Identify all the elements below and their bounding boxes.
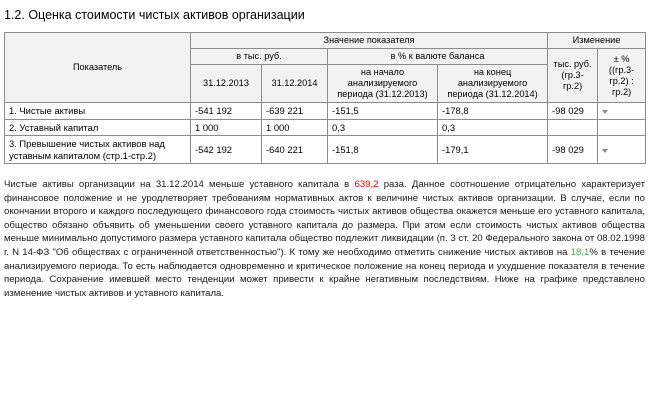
table-row — [5, 103, 646, 120]
row-pct-start: 0,3 — [328, 119, 438, 136]
table-row — [5, 136, 646, 164]
header-date-2013: 31.12.2013 — [191, 65, 262, 103]
down-arrow-icon — [602, 110, 608, 114]
header-group-change: Изменение — [548, 33, 646, 49]
row-value-2014: -640 221 — [262, 136, 328, 164]
row-pct-end: -179,1 — [438, 136, 548, 164]
header-change-absolute: тыс. руб. (гр.3-гр.2) — [548, 49, 598, 103]
header-group-value: Значение показателя — [191, 33, 548, 49]
commentary-part-3: % в течение анализируемого периода. То есть наблюдается одновременно и критическое положение на конец периода и ухудшение показателя в течение периода. Сохранение имевшей место тенденции может привести к крайне негативным последствиям. Ниже на графике представлено изменение чистых активов и уставного капитала. — [4, 246, 645, 299]
row-value-2013: -541 192 — [191, 103, 262, 120]
row-pct-start: -151,8 — [328, 136, 438, 164]
commentary-part-2: раза. Данное соотношение отрицательно характеризует финансовое положение и не уродлетворяет требованиям нормативных актов к величине чистых активов организации. В случае, если по окончании второго и каждого последующего финансового года стоимость чистых активов общества окажется меньше его уставного капитала, общество обязано объявить об уменьшении своего уставного капитала до размера. При этом если стоимость чистых активов общества меньше минимально допустимого размера уставного капитала общество подлежит ликвидации (п. 3 ст. 20 Федерального закона от 08.02.1998 г. N 14-ФЗ "Об обществах с ограниченной ответственностью"). К тому же необходимо отметить снижение чистых активов на — [4, 179, 645, 258]
header-date-2014: 31.12.2014 — [262, 65, 328, 103]
row-label: 2. Уставный капитал — [5, 119, 191, 136]
row-label: 1. Чистые активы — [5, 103, 191, 120]
row-change-abs: -98 029 — [548, 136, 598, 164]
row-change-pct — [598, 119, 646, 136]
row-value-2014: 1 000 — [262, 119, 328, 136]
header-row-groups — [5, 33, 646, 49]
row-change-pct — [598, 136, 646, 164]
commentary-paragraph — [4, 178, 645, 300]
row-pct-end: -178,8 — [438, 103, 548, 120]
row-value-2014: -639 221 — [262, 103, 328, 120]
commentary-part-1: Чистые активы организации на 31.12.2014 меньше уставного капитала в — [4, 179, 355, 190]
table-row — [5, 119, 646, 136]
row-pct-start: -151,5 — [328, 103, 438, 120]
row-pct-end: 0,3 — [438, 119, 548, 136]
row-change-abs: -98 029 — [548, 103, 598, 120]
row-label: 3. Превышение чистых активов над уставным капиталом (стр.1-стр.2) — [5, 136, 191, 164]
down-arrow-icon — [602, 149, 608, 153]
header-pct-period-start: на начало анализируемого периода (31.12.2013) — [328, 65, 438, 103]
net-assets-table — [4, 32, 646, 164]
row-value-2013: -542 192 — [191, 136, 262, 164]
table-header — [5, 33, 646, 103]
header-sub-percent: в % к валюте баланса — [328, 49, 548, 65]
header-indicator: Показатель — [5, 33, 191, 103]
row-change-pct — [598, 103, 646, 120]
highlight-decline-pct: 18,1 — [570, 246, 590, 258]
highlight-ratio: 639,2 — [354, 179, 379, 190]
header-sub-thousands: в тыс. руб. — [191, 49, 328, 65]
row-value-2013: 1 000 — [191, 119, 262, 136]
row-change-abs — [548, 119, 598, 136]
header-pct-period-end: на конец анализируемого периода (31.12.2014) — [438, 65, 548, 103]
header-change-percent: ± % ((гр.3-гр.2) : гр.2) — [598, 49, 646, 103]
page-title: 1.2. Оценка стоимости чистых активов организации — [4, 8, 305, 22]
table-body — [5, 103, 646, 164]
